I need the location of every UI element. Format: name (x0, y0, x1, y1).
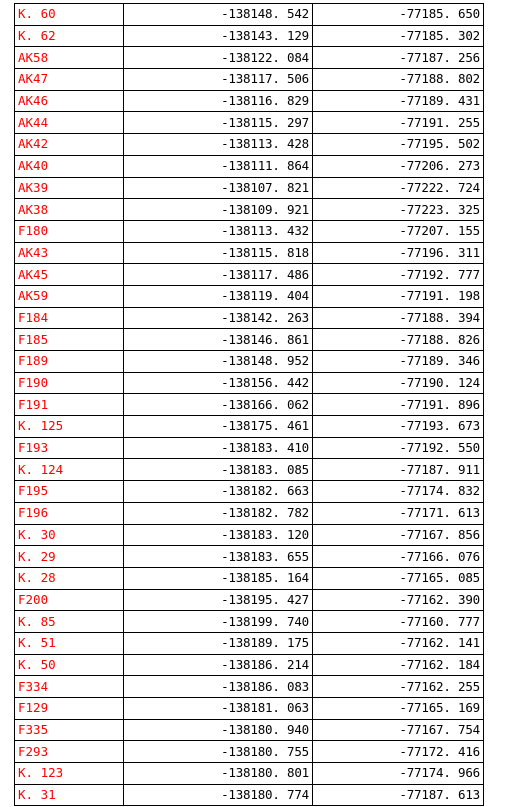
table-row[interactable] (15, 199, 484, 221)
table-row[interactable] (15, 763, 484, 785)
point-name-cell[interactable]: F334 (15, 676, 124, 698)
table-row[interactable] (15, 155, 484, 177)
table-row[interactable] (15, 698, 484, 720)
x-coordinate-cell[interactable]: -138116. 829 (124, 90, 313, 112)
table-row[interactable] (15, 719, 484, 741)
point-name-cell[interactable]: AK59 (15, 285, 124, 307)
table-row[interactable] (15, 329, 484, 351)
point-name-cell[interactable]: K. 31 (15, 784, 124, 806)
y-coordinate-cell[interactable]: -77165. 169 (313, 698, 484, 720)
x-coordinate-cell[interactable]: -138113. 428 (124, 134, 313, 156)
x-coordinate-cell[interactable]: -138180. 755 (124, 741, 313, 763)
point-name-cell[interactable]: K. 124 (15, 459, 124, 481)
point-name-cell[interactable]: F293 (15, 741, 124, 763)
point-name-cell[interactable]: F185 (15, 329, 124, 351)
x-coordinate-cell[interactable]: -138146. 861 (124, 329, 313, 351)
y-coordinate-cell[interactable]: -77187. 256 (313, 47, 484, 69)
table-row[interactable] (15, 546, 484, 568)
point-name-cell[interactable]: AK42 (15, 134, 124, 156)
y-coordinate-cell[interactable]: -77191. 255 (313, 112, 484, 134)
x-coordinate-cell[interactable]: -138180. 801 (124, 763, 313, 785)
x-coordinate-cell[interactable]: -138115. 818 (124, 242, 313, 264)
y-coordinate-cell[interactable]: -77191. 896 (313, 394, 484, 416)
point-name-cell[interactable]: K. 123 (15, 763, 124, 785)
point-name-cell[interactable]: K. 51 (15, 632, 124, 654)
point-name-cell[interactable]: K. 28 (15, 567, 124, 589)
point-name-cell[interactable]: K. 29 (15, 546, 124, 568)
x-coordinate-cell[interactable]: -138175. 461 (124, 416, 313, 438)
table-row[interactable] (15, 784, 484, 806)
point-name-cell[interactable]: K. 30 (15, 524, 124, 546)
y-coordinate-cell[interactable]: -77167. 856 (313, 524, 484, 546)
x-coordinate-cell[interactable]: -138111. 864 (124, 155, 313, 177)
x-coordinate-cell[interactable]: -138182. 782 (124, 502, 313, 524)
y-coordinate-cell[interactable]: -77172. 416 (313, 741, 484, 763)
x-coordinate-cell[interactable]: -138156. 442 (124, 372, 313, 394)
x-coordinate-cell[interactable]: -138143. 129 (124, 25, 313, 47)
x-coordinate-cell[interactable]: -138181. 063 (124, 698, 313, 720)
point-name-cell[interactable]: F195 (15, 481, 124, 503)
x-coordinate-cell[interactable]: -138186. 083 (124, 676, 313, 698)
table-row[interactable] (15, 502, 484, 524)
y-coordinate-cell[interactable]: -77188. 802 (313, 69, 484, 91)
table-row[interactable] (15, 220, 484, 242)
y-coordinate-cell[interactable]: -77193. 673 (313, 416, 484, 438)
coordinate-table (14, 3, 484, 806)
x-coordinate-cell[interactable]: -138148. 952 (124, 351, 313, 373)
y-coordinate-cell[interactable]: -77222. 724 (313, 177, 484, 199)
y-coordinate-cell[interactable]: -77223. 325 (313, 199, 484, 221)
table-row[interactable] (15, 90, 484, 112)
point-name-cell[interactable]: F190 (15, 372, 124, 394)
point-name-cell[interactable]: F191 (15, 394, 124, 416)
table-row[interactable] (15, 459, 484, 481)
y-coordinate-cell[interactable]: -77191. 198 (313, 285, 484, 307)
y-coordinate-cell[interactable]: -77162. 184 (313, 654, 484, 676)
x-coordinate-cell[interactable]: -138117. 506 (124, 69, 313, 91)
table-row[interactable] (15, 589, 484, 611)
table-row[interactable] (15, 611, 484, 633)
y-coordinate-cell[interactable]: -77195. 502 (313, 134, 484, 156)
point-name-cell[interactable]: AK43 (15, 242, 124, 264)
y-coordinate-cell[interactable]: -77185. 650 (313, 4, 484, 26)
table-row[interactable] (15, 25, 484, 47)
point-name-cell[interactable]: F129 (15, 698, 124, 720)
x-coordinate-cell[interactable]: -138186. 214 (124, 654, 313, 676)
y-coordinate-cell[interactable]: -77189. 431 (313, 90, 484, 112)
table-row[interactable] (15, 264, 484, 286)
table-row[interactable] (15, 242, 484, 264)
table-row[interactable] (15, 112, 484, 134)
y-coordinate-cell[interactable]: -77174. 832 (313, 481, 484, 503)
y-coordinate-cell[interactable]: -77187. 613 (313, 784, 484, 806)
point-name-cell[interactable]: F335 (15, 719, 124, 741)
x-coordinate-cell[interactable]: -138182. 663 (124, 481, 313, 503)
x-coordinate-cell[interactable]: -138109. 921 (124, 199, 313, 221)
x-coordinate-cell[interactable]: -138183. 410 (124, 437, 313, 459)
y-coordinate-cell[interactable]: -77207. 155 (313, 220, 484, 242)
point-name-cell[interactable]: F184 (15, 307, 124, 329)
point-name-cell[interactable]: F189 (15, 351, 124, 373)
y-coordinate-cell[interactable]: -77166. 076 (313, 546, 484, 568)
x-coordinate-cell[interactable]: -138199. 740 (124, 611, 313, 633)
table-row[interactable] (15, 567, 484, 589)
table-row[interactable] (15, 741, 484, 763)
y-coordinate-cell[interactable]: -77162. 255 (313, 676, 484, 698)
y-coordinate-cell[interactable]: -77165. 085 (313, 567, 484, 589)
y-coordinate-cell[interactable]: -77206. 273 (313, 155, 484, 177)
x-coordinate-cell[interactable]: -138115. 297 (124, 112, 313, 134)
y-coordinate-cell[interactable]: -77188. 826 (313, 329, 484, 351)
table-row[interactable] (15, 416, 484, 438)
coordinate-table-body (15, 4, 484, 806)
y-coordinate-cell[interactable]: -77185. 302 (313, 25, 484, 47)
y-coordinate-cell[interactable]: -77162. 141 (313, 632, 484, 654)
y-coordinate-cell[interactable]: -77192. 777 (313, 264, 484, 286)
x-coordinate-cell[interactable]: -138183. 085 (124, 459, 313, 481)
table-row[interactable] (15, 481, 484, 503)
x-coordinate-cell[interactable]: -138142. 263 (124, 307, 313, 329)
point-name-cell[interactable]: AK44 (15, 112, 124, 134)
table-row[interactable] (15, 307, 484, 329)
x-coordinate-cell[interactable]: -138166. 062 (124, 394, 313, 416)
y-coordinate-cell[interactable]: -77188. 394 (313, 307, 484, 329)
y-coordinate-cell[interactable]: -77189. 346 (313, 351, 484, 373)
x-coordinate-cell[interactable]: -138122. 084 (124, 47, 313, 69)
x-coordinate-cell[interactable]: -138189. 175 (124, 632, 313, 654)
coordinate-sheet (14, 3, 480, 806)
y-coordinate-cell[interactable]: -77160. 777 (313, 611, 484, 633)
y-coordinate-cell[interactable]: -77171. 613 (313, 502, 484, 524)
x-coordinate-cell[interactable]: -138185. 164 (124, 567, 313, 589)
x-coordinate-cell[interactable]: -138107. 821 (124, 177, 313, 199)
point-name-cell[interactable]: F193 (15, 437, 124, 459)
point-name-cell[interactable]: AK40 (15, 155, 124, 177)
table-row[interactable] (15, 524, 484, 546)
x-coordinate-cell[interactable]: -138183. 655 (124, 546, 313, 568)
table-row[interactable] (15, 134, 484, 156)
x-coordinate-cell[interactable]: -138113. 432 (124, 220, 313, 242)
table-row[interactable] (15, 177, 484, 199)
y-coordinate-cell[interactable]: -77162. 390 (313, 589, 484, 611)
point-name-cell[interactable]: AK58 (15, 47, 124, 69)
point-name-cell[interactable]: F180 (15, 220, 124, 242)
table-row[interactable] (15, 69, 484, 91)
x-coordinate-cell[interactable]: -138180. 940 (124, 719, 313, 741)
point-name-cell[interactable]: AK47 (15, 69, 124, 91)
point-name-cell[interactable]: AK39 (15, 177, 124, 199)
table-row[interactable] (15, 654, 484, 676)
table-row[interactable] (15, 4, 484, 26)
point-name-cell[interactable]: AK45 (15, 264, 124, 286)
x-coordinate-cell[interactable]: -138183. 120 (124, 524, 313, 546)
point-name-cell[interactable]: K. 85 (15, 611, 124, 633)
x-coordinate-cell[interactable]: -138195. 427 (124, 589, 313, 611)
table-row[interactable] (15, 351, 484, 373)
point-name-cell[interactable]: K. 60 (15, 4, 124, 26)
x-coordinate-cell[interactable]: -138119. 404 (124, 285, 313, 307)
table-row[interactable] (15, 372, 484, 394)
table-row[interactable] (15, 394, 484, 416)
table-row[interactable] (15, 676, 484, 698)
point-name-cell[interactable]: F196 (15, 502, 124, 524)
table-row[interactable] (15, 47, 484, 69)
x-coordinate-cell[interactable]: -138180. 774 (124, 784, 313, 806)
table-row[interactable] (15, 285, 484, 307)
point-name-cell[interactable]: F200 (15, 589, 124, 611)
table-row[interactable] (15, 632, 484, 654)
y-coordinate-cell[interactable]: -77190. 124 (313, 372, 484, 394)
y-coordinate-cell[interactable]: -77187. 911 (313, 459, 484, 481)
y-coordinate-cell[interactable]: -77167. 754 (313, 719, 484, 741)
point-name-cell[interactable]: AK46 (15, 90, 124, 112)
x-coordinate-cell[interactable]: -138148. 542 (124, 4, 313, 26)
point-name-cell[interactable]: K. 125 (15, 416, 124, 438)
x-coordinate-cell[interactable]: -138117. 486 (124, 264, 313, 286)
y-coordinate-cell[interactable]: -77196. 311 (313, 242, 484, 264)
point-name-cell[interactable]: AK38 (15, 199, 124, 221)
y-coordinate-cell[interactable]: -77174. 966 (313, 763, 484, 785)
y-coordinate-cell[interactable]: -77192. 550 (313, 437, 484, 459)
point-name-cell[interactable]: K. 50 (15, 654, 124, 676)
table-row[interactable] (15, 437, 484, 459)
point-name-cell[interactable]: K. 62 (15, 25, 124, 47)
